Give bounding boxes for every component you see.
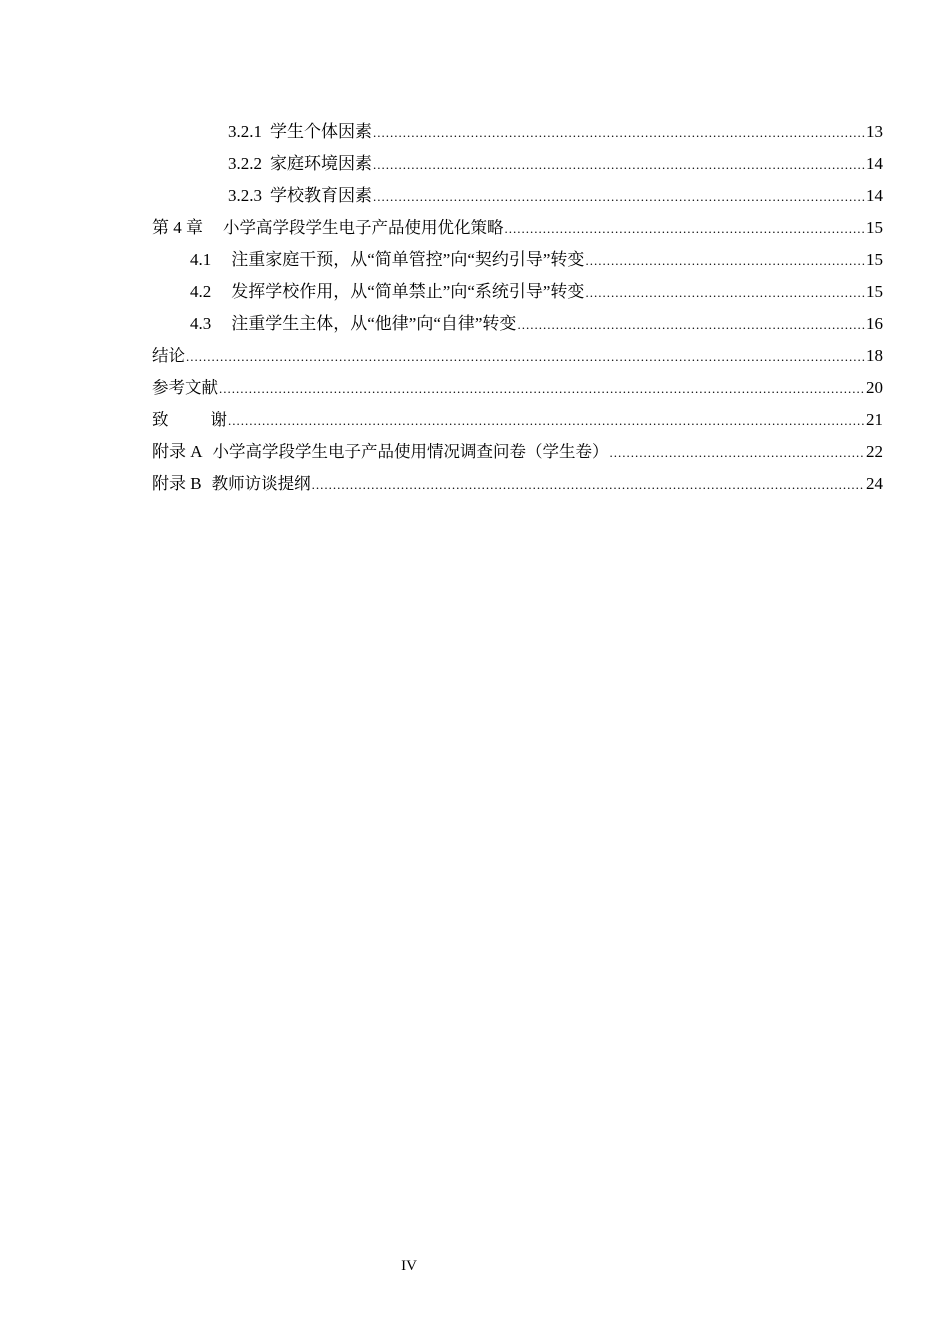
toc-entry-number: 3.2.1 — [228, 122, 262, 141]
toc-entry-page: 18 — [866, 346, 883, 365]
toc-entry-page: 20 — [866, 378, 883, 397]
toc-entry-3-2-3[interactable] — [152, 180, 883, 212]
toc-entry-references[interactable] — [152, 372, 883, 404]
toc-dot-leader — [373, 149, 865, 181]
toc-entry-4-2[interactable] — [152, 276, 883, 308]
toc-entry-number: 4.2 — [190, 282, 212, 301]
toc-entry-page: 13 — [866, 122, 883, 141]
toc-entry-page: 15 — [866, 282, 883, 301]
toc-entry-3-2-2[interactable] — [152, 148, 883, 180]
toc-entry-title: 小学高学段学生电子产品使用情况调查问卷（学生卷） — [212, 442, 609, 461]
toc-entry-page: 14 — [866, 186, 883, 205]
toc-entry-number: 4.1 — [190, 250, 212, 269]
toc-entry-number: 第 4 章 — [152, 218, 203, 237]
toc-entry-page: 21 — [866, 410, 883, 429]
toc-entry-acknowledgements[interactable] — [152, 404, 883, 436]
toc-entry-number: 附录 B — [152, 474, 202, 493]
toc-entry-appendix-b[interactable] — [152, 468, 883, 500]
toc-entry-title: 教师访谈提纲 — [211, 474, 311, 493]
toc-dot-leader — [373, 117, 865, 149]
table-of-contents — [152, 116, 883, 500]
toc-dot-leader — [228, 405, 865, 437]
toc-entry-3-2-1[interactable] — [152, 116, 883, 148]
toc-entry-title: 注重学生主体，从“他律”向“自律”转变 — [231, 314, 517, 333]
toc-entry-4-1[interactable] — [152, 244, 883, 276]
toc-entry-appendix-a[interactable] — [152, 436, 883, 468]
toc-entry-title: 发挥学校作用，从“简单禁止”向“系统引导”转变 — [231, 282, 585, 301]
toc-entry-number: 3.2.2 — [228, 154, 262, 173]
page-number-footer: IV — [401, 1258, 417, 1274]
toc-entry-page: 22 — [866, 442, 883, 461]
toc-entry-number: 4.3 — [190, 314, 212, 333]
toc-dot-leader — [219, 373, 865, 405]
toc-dot-leader — [186, 341, 865, 373]
toc-entry-title: 学校教育因素 — [270, 186, 372, 205]
toc-entry-title: 学生个体因素 — [270, 122, 372, 141]
toc-dot-leader — [373, 181, 865, 213]
toc-entry-page: 15 — [866, 250, 883, 269]
toc-entry-page: 16 — [866, 314, 883, 333]
toc-dot-leader — [610, 437, 865, 469]
toc-entry-conclusion[interactable] — [152, 340, 883, 372]
toc-entry-title: 结论 — [152, 346, 185, 365]
toc-dot-leader — [585, 245, 865, 277]
toc-entry-title: 家庭环境因素 — [270, 154, 372, 173]
toc-dot-leader — [585, 277, 865, 309]
toc-entry-number: 3.2.3 — [228, 186, 262, 205]
toc-entry-page: 14 — [866, 154, 883, 173]
toc-entry-title: 致 谢 — [152, 410, 227, 429]
toc-entry-page: 15 — [866, 218, 883, 237]
toc-entry-title: 注重家庭干预，从“简单管控”向“契约引导”转变 — [231, 250, 585, 269]
toc-entry-page: 24 — [866, 474, 883, 493]
toc-entry-chapter-4[interactable] — [152, 212, 883, 244]
toc-entry-title: 参考文献 — [152, 378, 218, 397]
toc-entry-number: 附录 A — [152, 442, 203, 461]
toc-entry-title: 小学高学段学生电子产品使用优化策略 — [223, 218, 504, 237]
toc-dot-leader — [517, 309, 865, 341]
toc-dot-leader — [312, 469, 865, 501]
toc-entry-4-3[interactable] — [152, 308, 883, 340]
toc-dot-leader — [505, 213, 866, 245]
